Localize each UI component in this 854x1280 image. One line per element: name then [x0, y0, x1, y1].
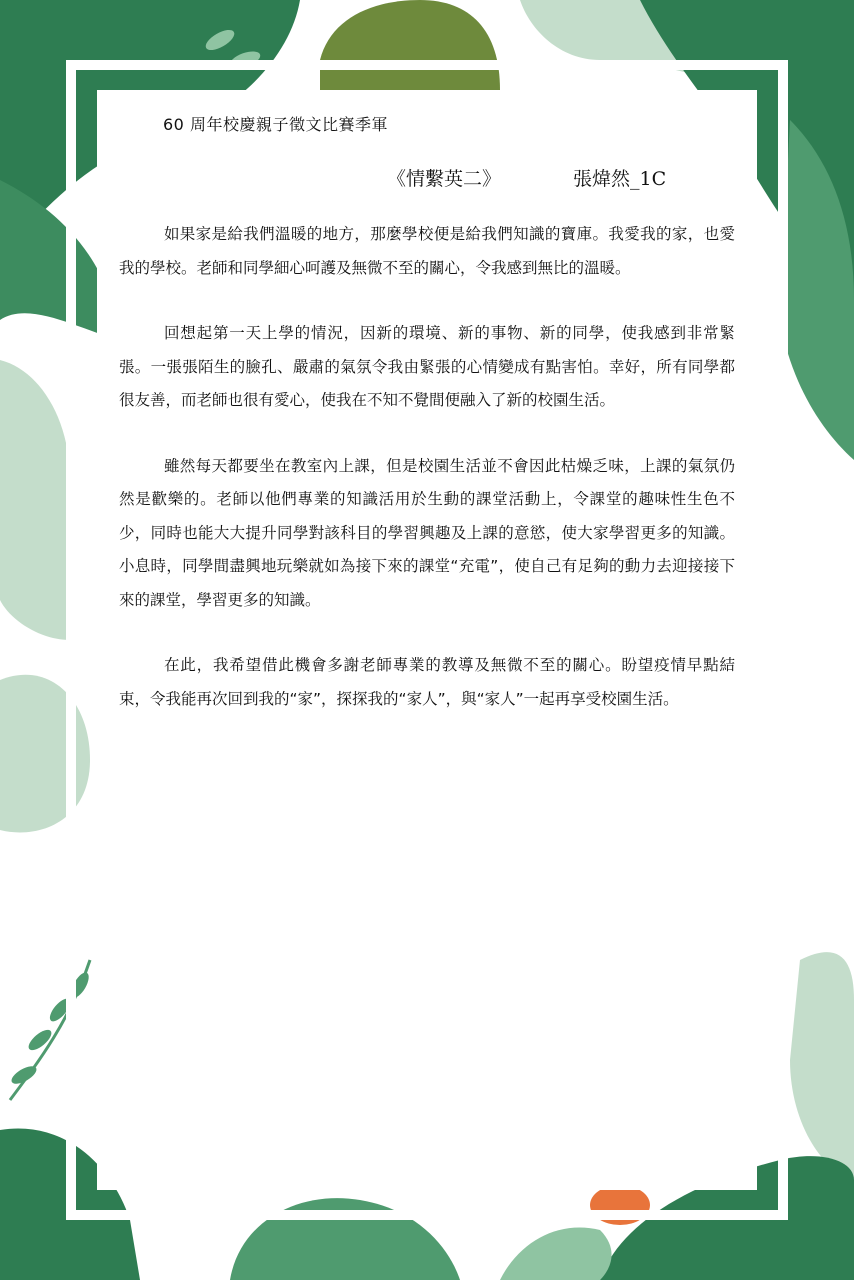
- paragraph-2: 回想起第一天上學的情況，因新的環境、新的事物、新的同學，使我感到非常緊張。一張張陌生的臉孔、嚴肅的氣氛令我由緊張的心情變成有點害怕。幸好，所有同學都很友善，而老師也很有愛心，使我在不知不覺間便融入了新的校園生活。: [119, 324, 735, 409]
- title-line: [0, 164, 854, 194]
- essay-title: 《情繫英二》: [387, 168, 502, 190]
- left-pale-leaf: [0, 360, 70, 640]
- bottom-right-pale-leaf: [500, 1227, 612, 1280]
- author-name: 張煒然_1C: [573, 168, 667, 190]
- paragraph-4: 在此，我希望借此機會多謝老師專業的教導及無微不至的關心。盼望疫情早點結束，令我能再次回到我的“家”，探探我的“家人”，與“家人”一起再享受校園生活。: [119, 656, 735, 708]
- essay-body: [119, 218, 735, 748]
- award-heading: 60 周年校慶親子徵文比賽季軍: [163, 115, 388, 134]
- right-lower-pale-leaf: [790, 952, 854, 1180]
- paragraph-3: 雖然每天都要坐在教室內上課，但是校園生活並不會因此枯燥乏味，上課的氣氛仍然是歡樂的。老師以他們專業的知識活用於生動的課堂活動上，令課堂的趣味性生色不少，同時也能大大提升同學對該科目的學習興趣及上課的意慾，使大家學習更多的知識。小息時，同學間盡興地玩樂就如為接下來的課堂“充電”，使自己有足夠的動力去迎接接下來的課堂，學習更多的知識。: [119, 456, 735, 609]
- paragraph-1: 如果家是給我們溫暖的地方，那麼學校便是給我們知識的寶庫。我愛我的家，也愛我的學校。老師和同學細心呵護及無微不至的關心，令我感到無比的溫暖。: [119, 225, 735, 277]
